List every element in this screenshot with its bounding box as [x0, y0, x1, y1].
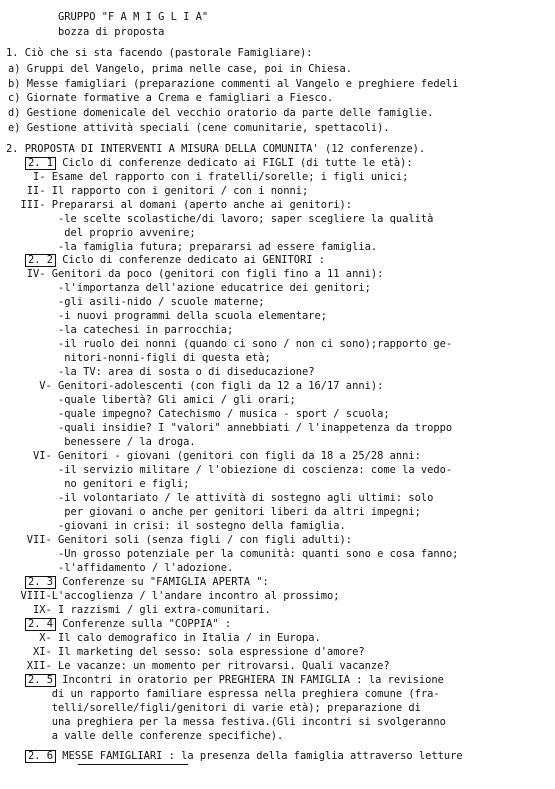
subsection-2-1-title: Ciclo di conferenze dedicato ai FIGLI (di tutte le età):	[56, 157, 413, 169]
subsection-2-3-title: Conferenze su "FAMIGLIA APERTA ":	[56, 576, 269, 588]
underline-rule	[78, 764, 188, 765]
subsection-2-1	[25, 156, 413, 170]
list-item: -la TV: area di sosta o di diseducazione?	[8, 366, 315, 378]
list-item: II- Il rapporto con i genitori / con i nonni;	[8, 185, 309, 197]
section-1-item-d: d) Gestione domenicale del vecchio oratorio da parte delle famiglie.	[8, 107, 434, 119]
list-item: III- Prepararsi al domani (aperto anche ai genitori):	[8, 199, 353, 211]
list-item: VII- Genitori soli (senza figli / con figli adulti):	[8, 534, 353, 546]
document-title: GRUPPO "F A M I G L I A"	[58, 11, 209, 23]
list-item: XI- Il marketing del sesso: sola espressione d'amore?	[8, 646, 365, 658]
section-1-item-e: e) Gestione attività speciali (cene comunitarie, spettacoli).	[8, 122, 390, 134]
list-item: VIII-L'accoglienza / l'andare incontro al prossimo;	[8, 590, 340, 602]
subsection-2-3-number: 2. 3	[25, 576, 56, 589]
list-item: -il ruolo dei nonni (quando ci sono / non ci sono);rapporto ge-	[8, 338, 453, 350]
list-item: -quali insidie? I "valori" annebbiati / l'inappetenza da troppo	[8, 422, 453, 434]
list-item: telli/sorelle/figli/genitori di varie età); preparazione di	[8, 702, 421, 714]
list-item: -gli asili-nido / scuole materne;	[8, 296, 265, 308]
list-item: a valle delle conferenze specifiche).	[8, 730, 284, 742]
list-item: -l'importanza dell'azione educatrice dei genitori;	[8, 282, 371, 294]
list-item: benessere / la droga.	[8, 436, 196, 448]
section-1-heading: 1. Ciò che si sta facendo (pastorale Famigliare):	[6, 47, 313, 59]
section-1-item-a: a) Gruppi del Vangelo, prima nelle case, poi in Chiesa.	[8, 63, 353, 75]
subsection-2-5	[25, 673, 444, 687]
section-2-heading: 2. PROPOSTA DI INTERVENTI A MISURA DELLA COMUNITA' (12 conferenze).	[6, 143, 426, 155]
list-item: -il volontariato / le attività di sostegno agli ultimi: solo	[8, 492, 434, 504]
subsection-2-3	[25, 575, 269, 589]
list-item: -Un grosso potenziale per la comunità: quanti sono e cosa fanno;	[8, 548, 459, 560]
subsection-2-4-title: Conferenze sulla "COPPIA" :	[56, 618, 232, 630]
subsection-2-4	[25, 617, 231, 631]
list-item: -le scelte scolastiche/di lavoro; saper scegliere la qualità	[8, 213, 434, 225]
list-item: VI- Genitori - giovani (genitori con figli da 18 a 25/28 anni:	[8, 450, 421, 462]
list-item: di un rapporto familiare espressa nella preghiera comune (fra-	[8, 688, 440, 700]
list-item: -i nuovi programmi della scuola elementare;	[8, 310, 328, 322]
section-1-item-c: c) Giornate formative a Crema e famigliari a Fiesco.	[8, 92, 334, 104]
list-item: -quale libertà? Gli amici / gli orari;	[8, 394, 296, 406]
list-item: no genitori e figli;	[8, 478, 190, 490]
list-item: nitori-nonni-figli di questa età;	[8, 352, 271, 364]
list-item: -la famiglia futura; prepararsi ad essere famiglia.	[8, 241, 378, 253]
subsection-2-4-number: 2. 4	[25, 618, 56, 631]
list-item: X- Il calo demografico in Italia / in Europa.	[8, 632, 321, 644]
list-item: del proprio avvenire;	[8, 227, 196, 239]
list-item: XII- Le vacanze: un momento per ritrovarsi. Quali vacanze?	[8, 660, 390, 672]
list-item: -giovani in crisi: il sostegno della famiglia.	[8, 520, 346, 532]
list-item: V- Genitori-adolescenti (con figli da 12 a 16/17 anni):	[8, 380, 384, 392]
subsection-2-6	[25, 749, 463, 763]
subsection-2-2-title: Ciclo di conferenze dedicato ai GENITORI :	[56, 254, 326, 266]
subsection-2-6-title: MESSE FAMIGLIARI : la presenza della famiglia attraverso letture	[56, 750, 463, 762]
list-item: per giovani o anche per genitori liberi da altri impegni;	[8, 506, 421, 518]
list-item: -l'affidamento / l'adozione.	[8, 562, 234, 574]
list-item: una preghiera per la messa festiva.(Gli incontri si svolgeranno	[8, 716, 446, 728]
list-item: IV- Genitori da poco (genitori con figli fino a 11 anni):	[8, 268, 384, 280]
subsection-2-2-number: 2. 2	[25, 254, 56, 267]
list-item: -quale impegno? Catechismo / musica - sport / scuola;	[8, 408, 390, 420]
subsection-2-5-number: 2. 5	[25, 674, 56, 687]
list-item: -il servizio militare / l'obiezione di coscienza: come la vedo-	[8, 464, 453, 476]
subsection-2-2	[25, 253, 325, 267]
section-1-item-b: b) Messe famigliari (preparazione commenti al Vangelo e preghiere fedeli	[8, 78, 459, 90]
list-item: IX- I razzismi / gli extra-comunitari.	[8, 604, 271, 616]
subsection-2-6-number: 2. 6	[25, 750, 56, 763]
document-subtitle: bozza di proposta	[58, 26, 165, 38]
list-item: I- Esame del rapporto con i fratelli/sorelle; i figli unici;	[8, 171, 409, 183]
subsection-2-5-title: Incontri in oratorio per PREGHIERA IN FAMIGLIA : la revisione	[56, 674, 444, 686]
list-item: -la catechesi in parrocchia;	[8, 324, 234, 336]
subsection-2-1-number: 2. 1	[25, 157, 56, 170]
